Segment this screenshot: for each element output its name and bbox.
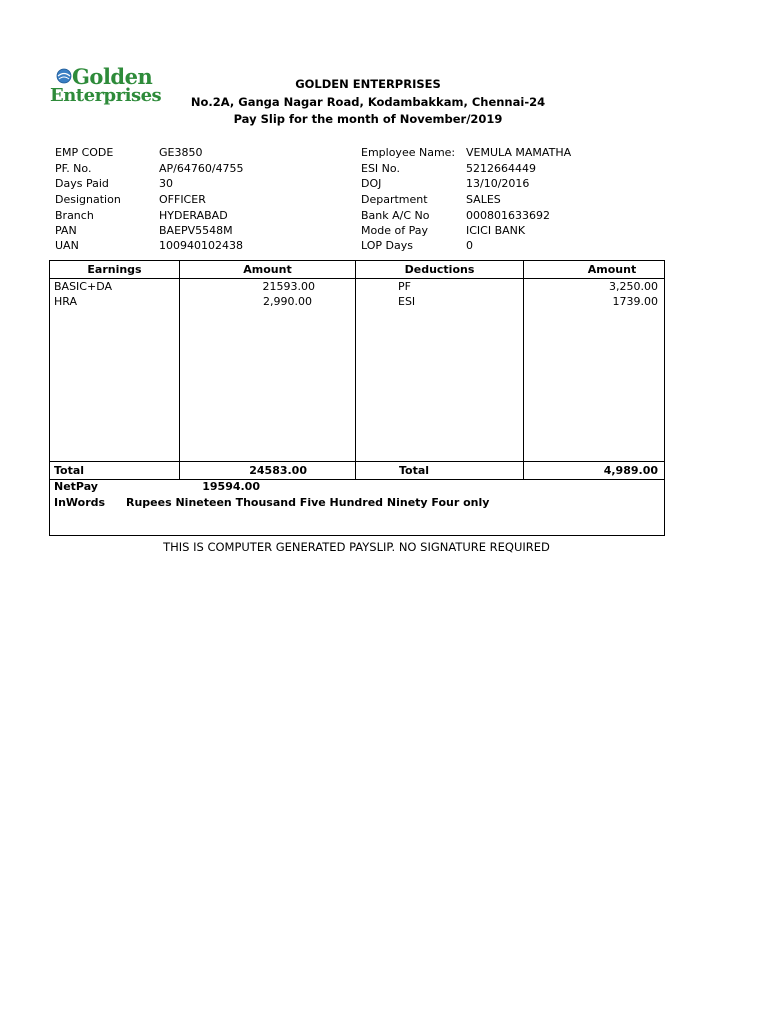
earnings-amount-header: Amount [243,263,292,276]
department-label: Department [361,193,428,206]
deduction-name: ESI [398,295,416,308]
emp-code-value: GE3850 [159,146,203,159]
total-deductions-label: Total [399,464,430,477]
company-address: No.2A, Ganga Nagar Road, Kodambakkam, Chennai-24 [190,95,546,109]
pan-value: BAEPV5548M [159,224,233,237]
esi-no-label: ESI No. [361,162,400,175]
pay-table [49,260,665,536]
header-divider [50,278,664,279]
pan-label: PAN [55,224,77,237]
company-logo [50,64,162,110]
uan-label: UAN [55,239,79,252]
lop-days-value: 0 [466,239,473,252]
column-divider [355,261,356,480]
column-divider [523,261,524,480]
emp-code-label: EMP CODE [55,146,114,159]
inwords-value: Rupees Nineteen Thousand Five Hundred Ninety Four only [126,496,490,509]
uan-value: 100940102438 [159,239,243,252]
doj-label: DOJ [361,177,382,190]
logo-word-enterprises: Enterprises [50,85,162,106]
total-earnings-label: Total [54,464,85,477]
column-divider [179,261,180,480]
inwords-label: InWords [54,496,106,509]
deductions-header: Deductions [404,263,475,276]
days-paid-value: 30 [159,177,173,190]
esi-no-value: 5212664449 [466,162,536,175]
deduction-name: PF [398,280,411,293]
branch-label: Branch [55,209,94,222]
logo-word-golden: Golden [72,64,153,89]
designation-label: Designation [55,193,121,206]
netpay-value: 19594.00 [202,480,260,493]
total-bottom-divider [50,479,664,480]
department-value: SALES [466,193,501,206]
deductions-amount-header: Amount [587,263,637,276]
earning-name: BASIC+DA [54,280,112,293]
total-deductions-value: 4,989.00 [603,464,658,477]
lop-days-label: LOP Days [361,239,413,252]
earning-amount: 2,990.00 [263,295,312,308]
bank-account-label: Bank A/C No [361,209,430,222]
days-paid-label: Days Paid [55,177,109,190]
employee-name-label: Employee Name: [361,146,456,159]
pf-no-label: PF. No. [55,162,92,175]
pf-no-value: AP/64760/4755 [159,162,244,175]
earning-amount: 21593.00 [262,280,315,293]
netpay-label: NetPay [54,480,98,493]
bank-account-value: 000801633692 [466,209,550,222]
deduction-amount: 3,250.00 [609,280,658,293]
doj-value: 13/10/2016 [466,177,530,190]
footer-note: THIS IS COMPUTER GENERATED PAYSLIP. NO SIGNATURE REQUIRED [163,540,550,554]
total-top-divider [50,461,664,462]
branch-value: HYDERABAD [159,209,228,222]
mode-of-pay-value: ICICI BANK [466,224,526,237]
globe-icon [56,68,72,84]
designation-value: OFFICER [159,193,206,206]
total-earnings-value: 24583.00 [249,464,307,477]
employee-name-value: VEMULA MAMATHA [466,146,572,159]
payslip-title: Pay Slip for the month of November/2019 [233,112,503,126]
company-name: GOLDEN ENTERPRISES [295,77,441,91]
deduction-amount: 1739.00 [612,295,658,308]
earnings-header: Earnings [87,263,142,276]
mode-of-pay-label: Mode of Pay [361,224,428,237]
earning-name: HRA [54,295,77,308]
